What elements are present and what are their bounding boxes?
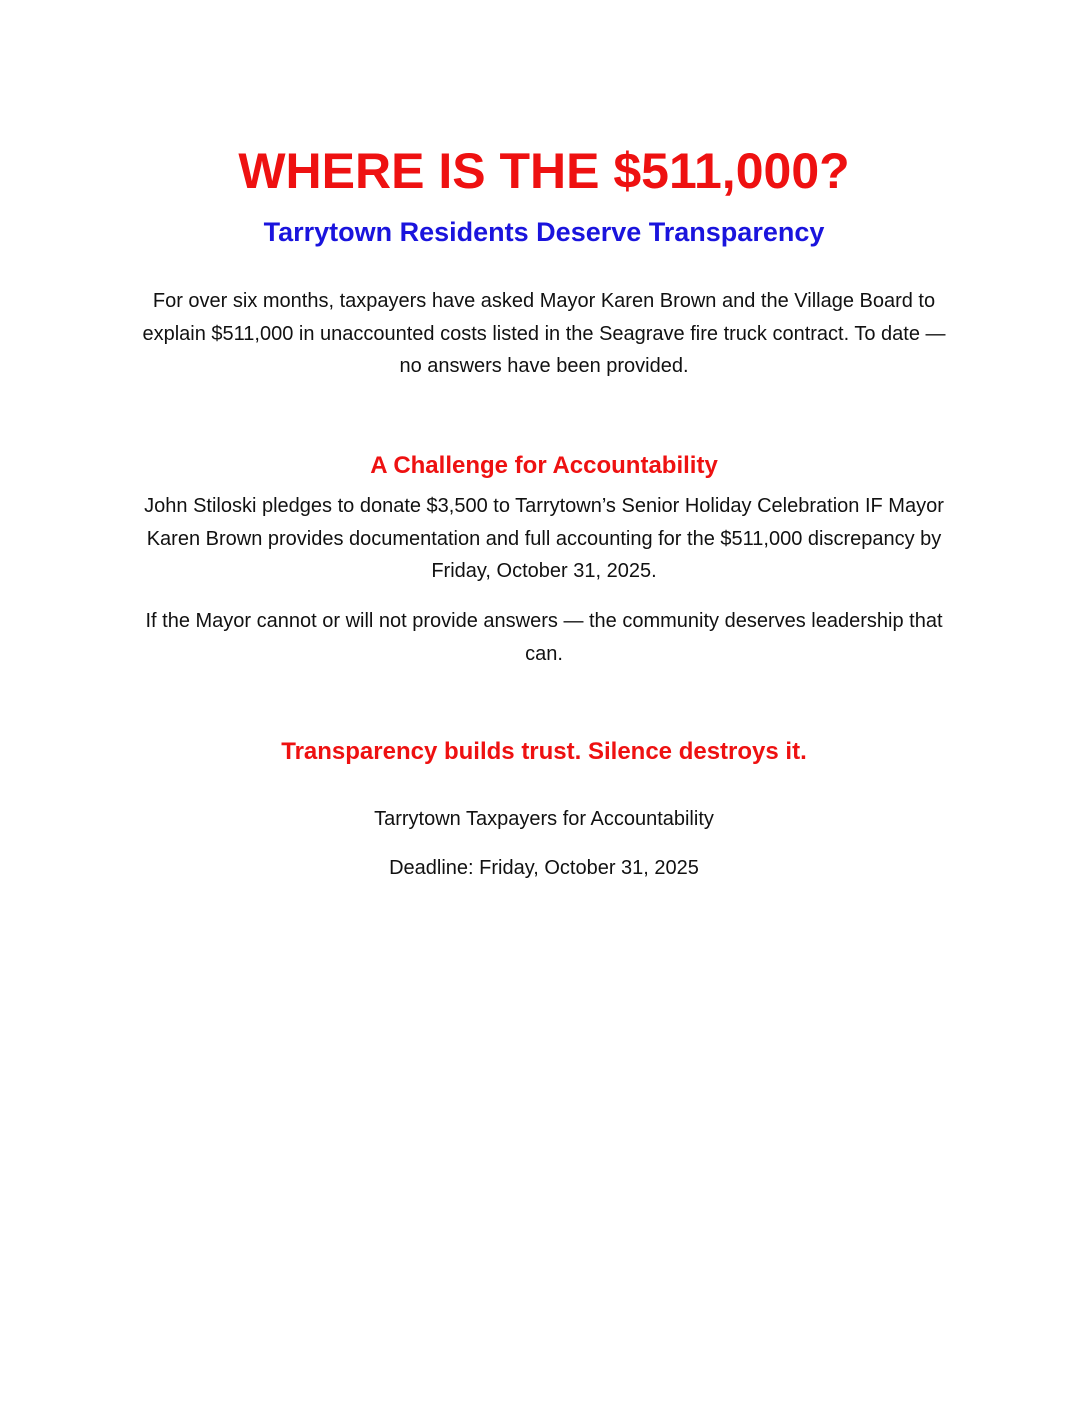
- headline: WHERE IS THE $511,000?: [238, 143, 850, 199]
- pledge-paragraph: John Stiloski pledges to donate $3,500 to Tarrytown’s Senior Holiday Celebration IF Mayor Karen Brown provides documentation and full accounting for the $511,000 discrepancy by Friday, October 31, 2025.: [144, 495, 944, 582]
- challenge-title: A Challenge for Accountability: [370, 452, 718, 479]
- mayor-paragraph: If the Mayor cannot or will not provide answers — the community deserves leadership that can.: [145, 610, 943, 665]
- slogan: Transparency builds trust. Silence destroys it.: [281, 738, 807, 765]
- organization-name: Tarrytown Taxpayers for Accountability: [374, 808, 714, 830]
- intro-paragraph: For over six months, taxpayers have asked Mayor Karen Brown and the Village Board to explain $511,000 in unaccounted costs listed in the Seagrave fire truck contract. To date — no answers have been provided.: [142, 290, 946, 377]
- deadline-line: Deadline: Friday, October 31, 2025: [389, 857, 699, 879]
- subheadline: Tarrytown Residents Deserve Transparency: [263, 217, 825, 247]
